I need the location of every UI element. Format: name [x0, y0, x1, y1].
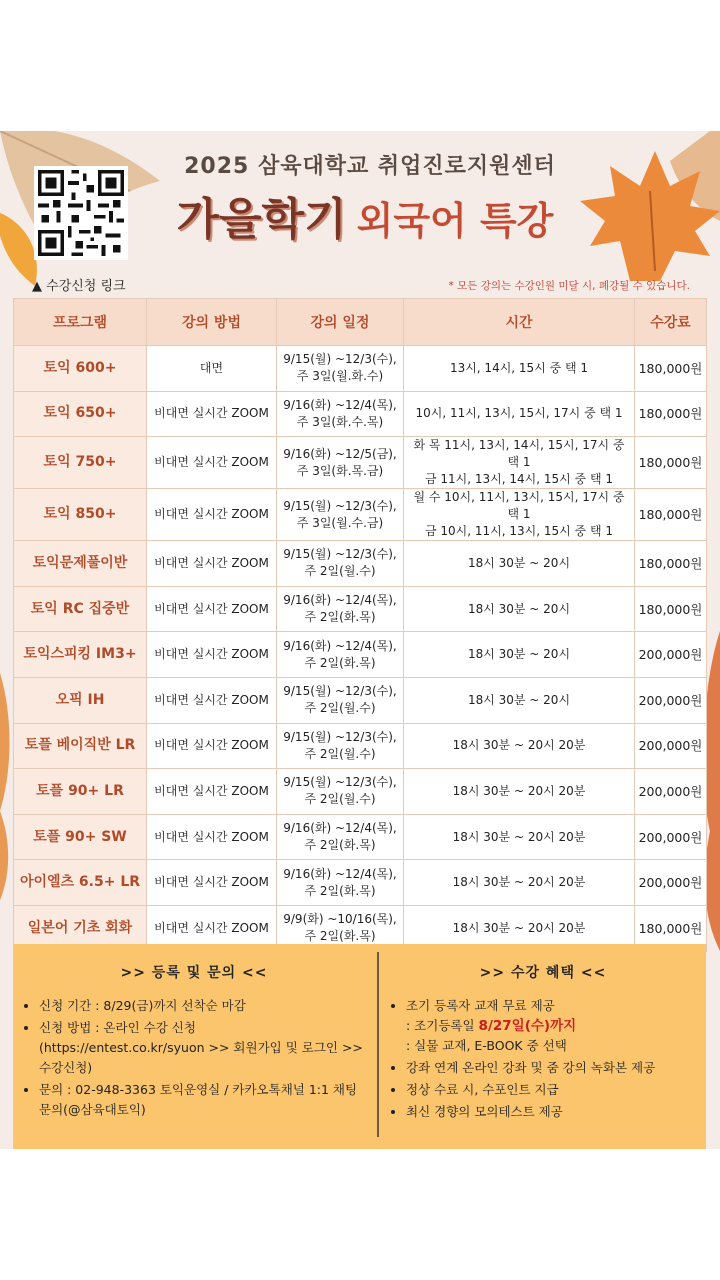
table-row [14, 632, 707, 678]
benefit-item-2: • 강좌 연계 온라인 강좌 및 줌 강의 녹화본 제공 [406, 1058, 702, 1078]
benefit-early-date: 8/27일(수)까지 [478, 1018, 577, 1034]
lecture-time [404, 541, 635, 587]
registration-section [13, 944, 375, 1122]
lecture-time [404, 346, 635, 392]
organizer-title: 2025 삼육대학교 취업진로지원센터 [184, 154, 556, 179]
lecture-fee: 180,000원 [635, 489, 707, 541]
lecture-fee: 180,000원 [635, 437, 707, 489]
time-line-1: 18시 30분 ~ 20시 20분 [452, 875, 586, 890]
schedule-days: 주 2일(화.목) [304, 929, 376, 944]
poster [0, 131, 720, 1149]
table-row [14, 391, 707, 437]
lecture-schedule [277, 632, 404, 678]
schedule-range: 9/15(월) ~12/3(수), [283, 684, 397, 699]
lecture-schedule [277, 541, 404, 587]
headline-main: 가을학기 [176, 194, 347, 245]
schedule-range: 9/9(화) ~10/16(목), [283, 912, 397, 927]
lecture-method: 비대면 실시간 ZOOM [147, 814, 277, 860]
header-time: 시간 [404, 299, 635, 346]
time-line-1: 10시, 11시, 13시, 15시, 17시 중 택 1 [415, 406, 623, 421]
lecture-time [404, 489, 635, 541]
benefit-book-choice: : 실물 교재, E-BOOK 중 선택 [406, 1038, 567, 1053]
lecture-fee: 200,000원 [635, 677, 707, 723]
table-row [14, 769, 707, 815]
schedule-days: 주 3일(화.수.목) [296, 414, 384, 429]
lecture-method: 비대면 실시간 ZOOM [147, 905, 277, 951]
benefits-heading: >> 수강 혜택 << [479, 965, 607, 981]
schedule-range: 9/16(화) ~12/4(목), [283, 593, 397, 608]
lecture-fee: 200,000원 [635, 632, 707, 678]
registration-heading: >> 등록 및 문의 << [120, 965, 268, 981]
lecture-time [404, 814, 635, 860]
schedule-days: 주 3일(화.목.금) [296, 463, 384, 478]
schedule-range: 9/15(월) ~12/3(수), [283, 775, 397, 790]
table-row [14, 723, 707, 769]
schedule-range: 9/16(화) ~12/4(목), [283, 866, 397, 881]
lecture-schedule [277, 489, 404, 541]
time-line-2: 금 10시, 11시, 13시, 15시 중 택 1 [424, 524, 613, 539]
benefit-early-date-prefix: : 조기등록일 [406, 1018, 479, 1033]
lecture-fee: 180,000원 [635, 905, 707, 951]
time-line-1: 13시, 14시, 15시 중 택 1 [449, 360, 589, 375]
lecture-schedule [277, 586, 404, 632]
table-header-row [14, 299, 707, 346]
time-line-1: 18시 30분 ~ 20시 20분 [452, 783, 586, 798]
header-schedule: 강의 일정 [277, 299, 404, 346]
registration-url[interactable]: (https://entest.co.kr/syuon >> 회원가입 및 로그인 >> 수강신청) [39, 1040, 363, 1075]
time-line-1: 18시 30분 ~ 20시 20분 [452, 829, 586, 844]
program-name: 일본어 기초 회화 [14, 905, 147, 951]
header-program: 프로그램 [14, 299, 147, 346]
benefit-item-1-text: 조기 등록자 교재 무료 제공 [406, 998, 555, 1013]
schedule-range: 9/16(화) ~12/4(목), [283, 397, 397, 412]
schedule-range: 9/15(월) ~12/3(수), [283, 729, 397, 744]
program-name: 토플 90+ LR [14, 769, 147, 815]
lecture-schedule [277, 346, 404, 392]
schedule-days: 주 3일(월.화.수) [296, 369, 384, 384]
registration-method-text: 신청 방법 : 온라인 수강 신청 [39, 1020, 196, 1035]
program-name: 토플 베이직반 LR [14, 723, 147, 769]
table-row [14, 586, 707, 632]
schedule-days: 주 2일(월.수) [304, 564, 376, 579]
headline-sub: 외국어 특강 [356, 199, 554, 243]
program-name: 토익스피킹 IM3+ [14, 632, 147, 678]
time-line-1: 18시 30분 ~ 20시 [467, 601, 571, 616]
program-name: 토익 750+ [14, 437, 147, 489]
table-row [14, 346, 707, 392]
benefit-item-4: • 최신 경향의 모의테스트 제공 [406, 1102, 702, 1122]
schedule-days: 주 2일(화.목) [304, 610, 376, 625]
lecture-schedule [277, 723, 404, 769]
info-divider [377, 952, 379, 1137]
time-line-2: 금 11시, 13시, 14시, 15시 중 택 1 [424, 472, 613, 487]
lecture-schedule [277, 677, 404, 723]
lecture-method: 비대면 실시간 ZOOM [147, 860, 277, 906]
schedule-range: 9/15(월) ~12/3(수), [283, 498, 397, 513]
poster-headline [130, 183, 600, 247]
schedule-range: 9/16(화) ~12/4(목), [283, 638, 397, 653]
header-fee: 수강료 [635, 299, 707, 346]
registration-contact: • 문의 : 02-948-3363 토익운영실 / 카카오톡채널 1:1 채팅 문의(@삼육대토익) [39, 1080, 367, 1120]
lecture-method: 비대면 실시간 ZOOM [147, 769, 277, 815]
lecture-method: 비대면 실시간 ZOOM [147, 437, 277, 489]
lecture-fee: 200,000원 [635, 723, 707, 769]
lecture-method: 비대면 실시간 ZOOM [147, 677, 277, 723]
lecture-method: 비대면 실시간 ZOOM [147, 541, 277, 587]
lecture-method: 비대면 실시간 ZOOM [147, 586, 277, 632]
lecture-fee: 180,000원 [635, 391, 707, 437]
benefits-section [380, 944, 706, 1124]
benefit-item-3: • 정상 수료 시, 수포인트 지급 [406, 1080, 702, 1100]
time-line-1: 월 수 10시, 11시, 13시, 15시, 17시 중 택 1 [413, 490, 625, 522]
table-row [14, 860, 707, 906]
time-line-1: 18시 30분 ~ 20시 [467, 555, 571, 570]
lecture-schedule [277, 860, 404, 906]
time-line-1: 18시 30분 ~ 20시 20분 [452, 738, 586, 753]
lecture-method: 대면 [147, 346, 277, 392]
lecture-time [404, 586, 635, 632]
register-link-label[interactable]: ▲ 수강신청 링크 [32, 279, 126, 294]
lecture-time [404, 632, 635, 678]
time-line-1: 18시 30분 ~ 20시 [467, 647, 571, 662]
lecture-method: 비대면 실시간 ZOOM [147, 391, 277, 437]
lecture-time [404, 677, 635, 723]
lecture-time [404, 769, 635, 815]
schedule-days: 주 2일(화.목) [304, 883, 376, 898]
table-row [14, 437, 707, 489]
lecture-time [404, 391, 635, 437]
program-name: 토익문제풀이반 [14, 541, 147, 587]
schedule-days: 주 2일(월.수) [304, 701, 376, 716]
lecture-fee: 180,000원 [635, 586, 707, 632]
program-name: 아이엘츠 6.5+ LR [14, 860, 147, 906]
lecture-fee: 180,000원 [635, 346, 707, 392]
registration-method [39, 1018, 367, 1078]
schedule-days: 주 2일(월.수) [304, 792, 376, 807]
lecture-fee: 180,000원 [635, 541, 707, 587]
lecture-schedule [277, 814, 404, 860]
registration-period: • 신청 기간 : 8/29(금)까지 선착순 마감 [39, 996, 367, 1016]
program-name: 토플 90+ SW [14, 814, 147, 860]
lecture-method: 비대면 실시간 ZOOM [147, 632, 277, 678]
lecture-time [404, 860, 635, 906]
lecture-fee: 200,000원 [635, 860, 707, 906]
time-line-1: 화 목 11시, 13시, 14시, 15시, 17시 중 택 1 [413, 438, 625, 470]
program-name: 토익 RC 집중반 [14, 586, 147, 632]
lecture-schedule [277, 437, 404, 489]
time-line-1: 18시 30분 ~ 20시 [467, 692, 571, 707]
info-box [13, 944, 706, 1149]
table-row [14, 814, 707, 860]
header-method: 강의 방법 [147, 299, 277, 346]
qr-code-icon[interactable] [34, 166, 128, 260]
benefit-item-1 [406, 996, 702, 1056]
cancellation-notice: * 모든 강의는 수강인원 미달 시, 폐강될 수 있습니다. [448, 280, 690, 292]
schedule-days: 주 2일(화.목) [304, 838, 376, 853]
program-name: 토익 650+ [14, 391, 147, 437]
program-name: 토익 600+ [14, 346, 147, 392]
lecture-fee: 200,000원 [635, 814, 707, 860]
program-name: 토익 850+ [14, 489, 147, 541]
lecture-schedule [277, 391, 404, 437]
schedule-days: 주 2일(화.목) [304, 655, 376, 670]
course-table [13, 298, 707, 952]
lecture-method: 비대면 실시간 ZOOM [147, 723, 277, 769]
program-name: 오픽 IH [14, 677, 147, 723]
lecture-time [404, 723, 635, 769]
table-row [14, 677, 707, 723]
schedule-range: 9/15(월) ~12/3(수), [283, 547, 397, 562]
table-row [14, 489, 707, 541]
time-line-1: 18시 30분 ~ 20시 20분 [452, 920, 586, 935]
schedule-range: 9/16(화) ~12/5(금), [283, 446, 397, 461]
schedule-range: 9/16(화) ~12/4(목), [283, 821, 397, 836]
table-row [14, 541, 707, 587]
lecture-fee: 200,000원 [635, 769, 707, 815]
lecture-time [404, 437, 635, 489]
lecture-method: 비대면 실시간 ZOOM [147, 489, 277, 541]
schedule-range: 9/15(월) ~12/3(수), [283, 352, 397, 367]
schedule-days: 주 3일(월.수.금) [296, 515, 384, 530]
schedule-days: 주 2일(월.수) [304, 746, 376, 761]
lecture-schedule [277, 769, 404, 815]
